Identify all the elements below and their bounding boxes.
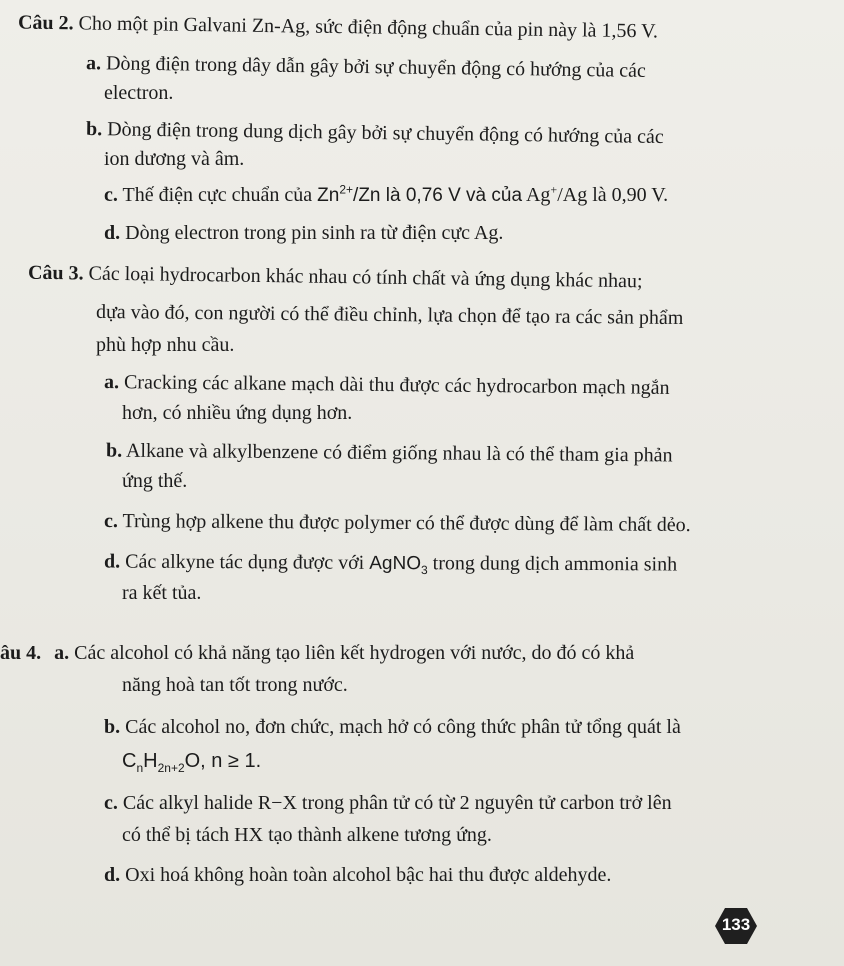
q3-option-a <box>104 369 670 401</box>
option-label: a. <box>54 642 70 664</box>
option-label: b. <box>85 117 103 141</box>
question-3-stem <box>28 260 643 295</box>
q2-option-b <box>86 116 664 150</box>
question-2-number: Câu 2. <box>17 11 74 35</box>
q3-option-c <box>104 508 691 538</box>
option-text: Dòng điện trong dung dịch gây bởi sự chuyển động có hướng của các <box>106 118 664 149</box>
q4-option-c-cont: có thể bị tách HX tạo thành alkene tương ứng. <box>122 824 492 846</box>
option-label: b. <box>104 716 121 738</box>
question-3-text: Các loại hydrocarbon khác nhau có tính chất và ứng dụng khác nhau; <box>88 262 643 293</box>
option-text: Các alkyne tác dụng được với <box>125 550 365 574</box>
option-text: Oxi hoá không hoàn toàn alcohol bậc hai thu được aldehyde. <box>125 864 612 886</box>
formula-agno3: AgNO$_3$ <box>369 552 428 577</box>
q2-option-d <box>104 220 503 246</box>
option-text: Cracking các alkane mạch dài thu được các hydrocarbon mạch ngắn <box>123 371 670 399</box>
question-3-stem-3: phù hợp nhu cầu. <box>96 334 235 356</box>
option-text: Các alkyl halide R−X trong phân tử có từ 2 nguyên tử carbon trở lên <box>122 792 672 814</box>
option-label: b. <box>105 439 123 462</box>
q2-option-c <box>104 182 668 209</box>
option-label: c. <box>103 509 118 533</box>
option-text: Các alcohol no, đơn chức, mạch hở có công thức phân tử tổng quát là <box>125 716 681 738</box>
option-label: a. <box>85 52 102 75</box>
q3-option-d <box>104 548 677 578</box>
q3-option-b <box>106 438 673 469</box>
formula-ag: Ag+ <box>525 182 558 206</box>
q4-option-c <box>104 790 672 816</box>
option-text-3: /Ag là 0,90 V. <box>557 184 669 206</box>
q2-option-b-cont: ion dương và âm. <box>104 148 245 170</box>
question-2-stem <box>18 10 658 45</box>
option-label: d. <box>104 864 121 886</box>
q4-option-d <box>104 862 611 888</box>
option-label: c. <box>104 792 118 814</box>
question-4-number: âu 4. <box>0 642 42 664</box>
question-3-stem-2: dựa vào đó, con người có thể điều chỉnh, lựa chọn để tạo ra các sản phẩm <box>95 300 684 330</box>
page-number-badge <box>714 906 758 946</box>
q4-option-b-formula: $C_nH_{2n+2}O$, n ≥ 1. <box>122 750 262 775</box>
question-4-option-a <box>0 640 634 666</box>
option-text: Dòng electron trong pin sinh ra từ điện cực Ag. <box>125 222 504 244</box>
question-3-number: Câu 3. <box>27 261 84 285</box>
option-label: d. <box>103 550 121 573</box>
q3-option-b-cont: ứng thế. <box>122 470 188 492</box>
page-number: 133 <box>721 915 751 934</box>
q4-option-b <box>104 714 681 740</box>
option-label: a. <box>103 371 120 394</box>
formula-zn: $Zn^{2+}$ <box>317 182 354 206</box>
q4-option-a-cont: năng hoà tan tốt trong nước. <box>122 674 348 696</box>
option-text: Dòng điện trong dây dẫn gây bởi sự chuyển động có hướng của các <box>105 52 647 82</box>
option-text: Alkane và alkylbenzene có điểm giống nhau là có thể tham gia phản <box>125 439 673 467</box>
option-text-2: trong dung dịch ammonia sinh <box>432 552 678 576</box>
q2-option-a-cont: electron. <box>104 82 174 104</box>
q3-option-d-cont: ra kết tủa. <box>122 582 202 604</box>
q3-option-a-cont: hơn, có nhiều ứng dụng hơn. <box>122 402 353 424</box>
q2-option-a <box>86 50 646 84</box>
option-text-2: /Zn là 0,76 V và của <box>353 185 523 206</box>
question-2-text: Cho một pin Galvani Zn-Ag, sức điện động chuẩn của pin này là 1,56 V. <box>78 12 659 43</box>
option-text: Các alcohol có khả năng tạo liên kết hydrogen với nước, do đó có khả <box>74 642 635 664</box>
option-text: Trùng hợp alkene thu được polymer có thể được dùng để làm chất dẻo. <box>122 510 691 537</box>
option-label: d. <box>104 222 121 244</box>
option-label: c. <box>104 184 118 206</box>
option-text: Thế điện cực chuẩn của <box>122 184 313 206</box>
